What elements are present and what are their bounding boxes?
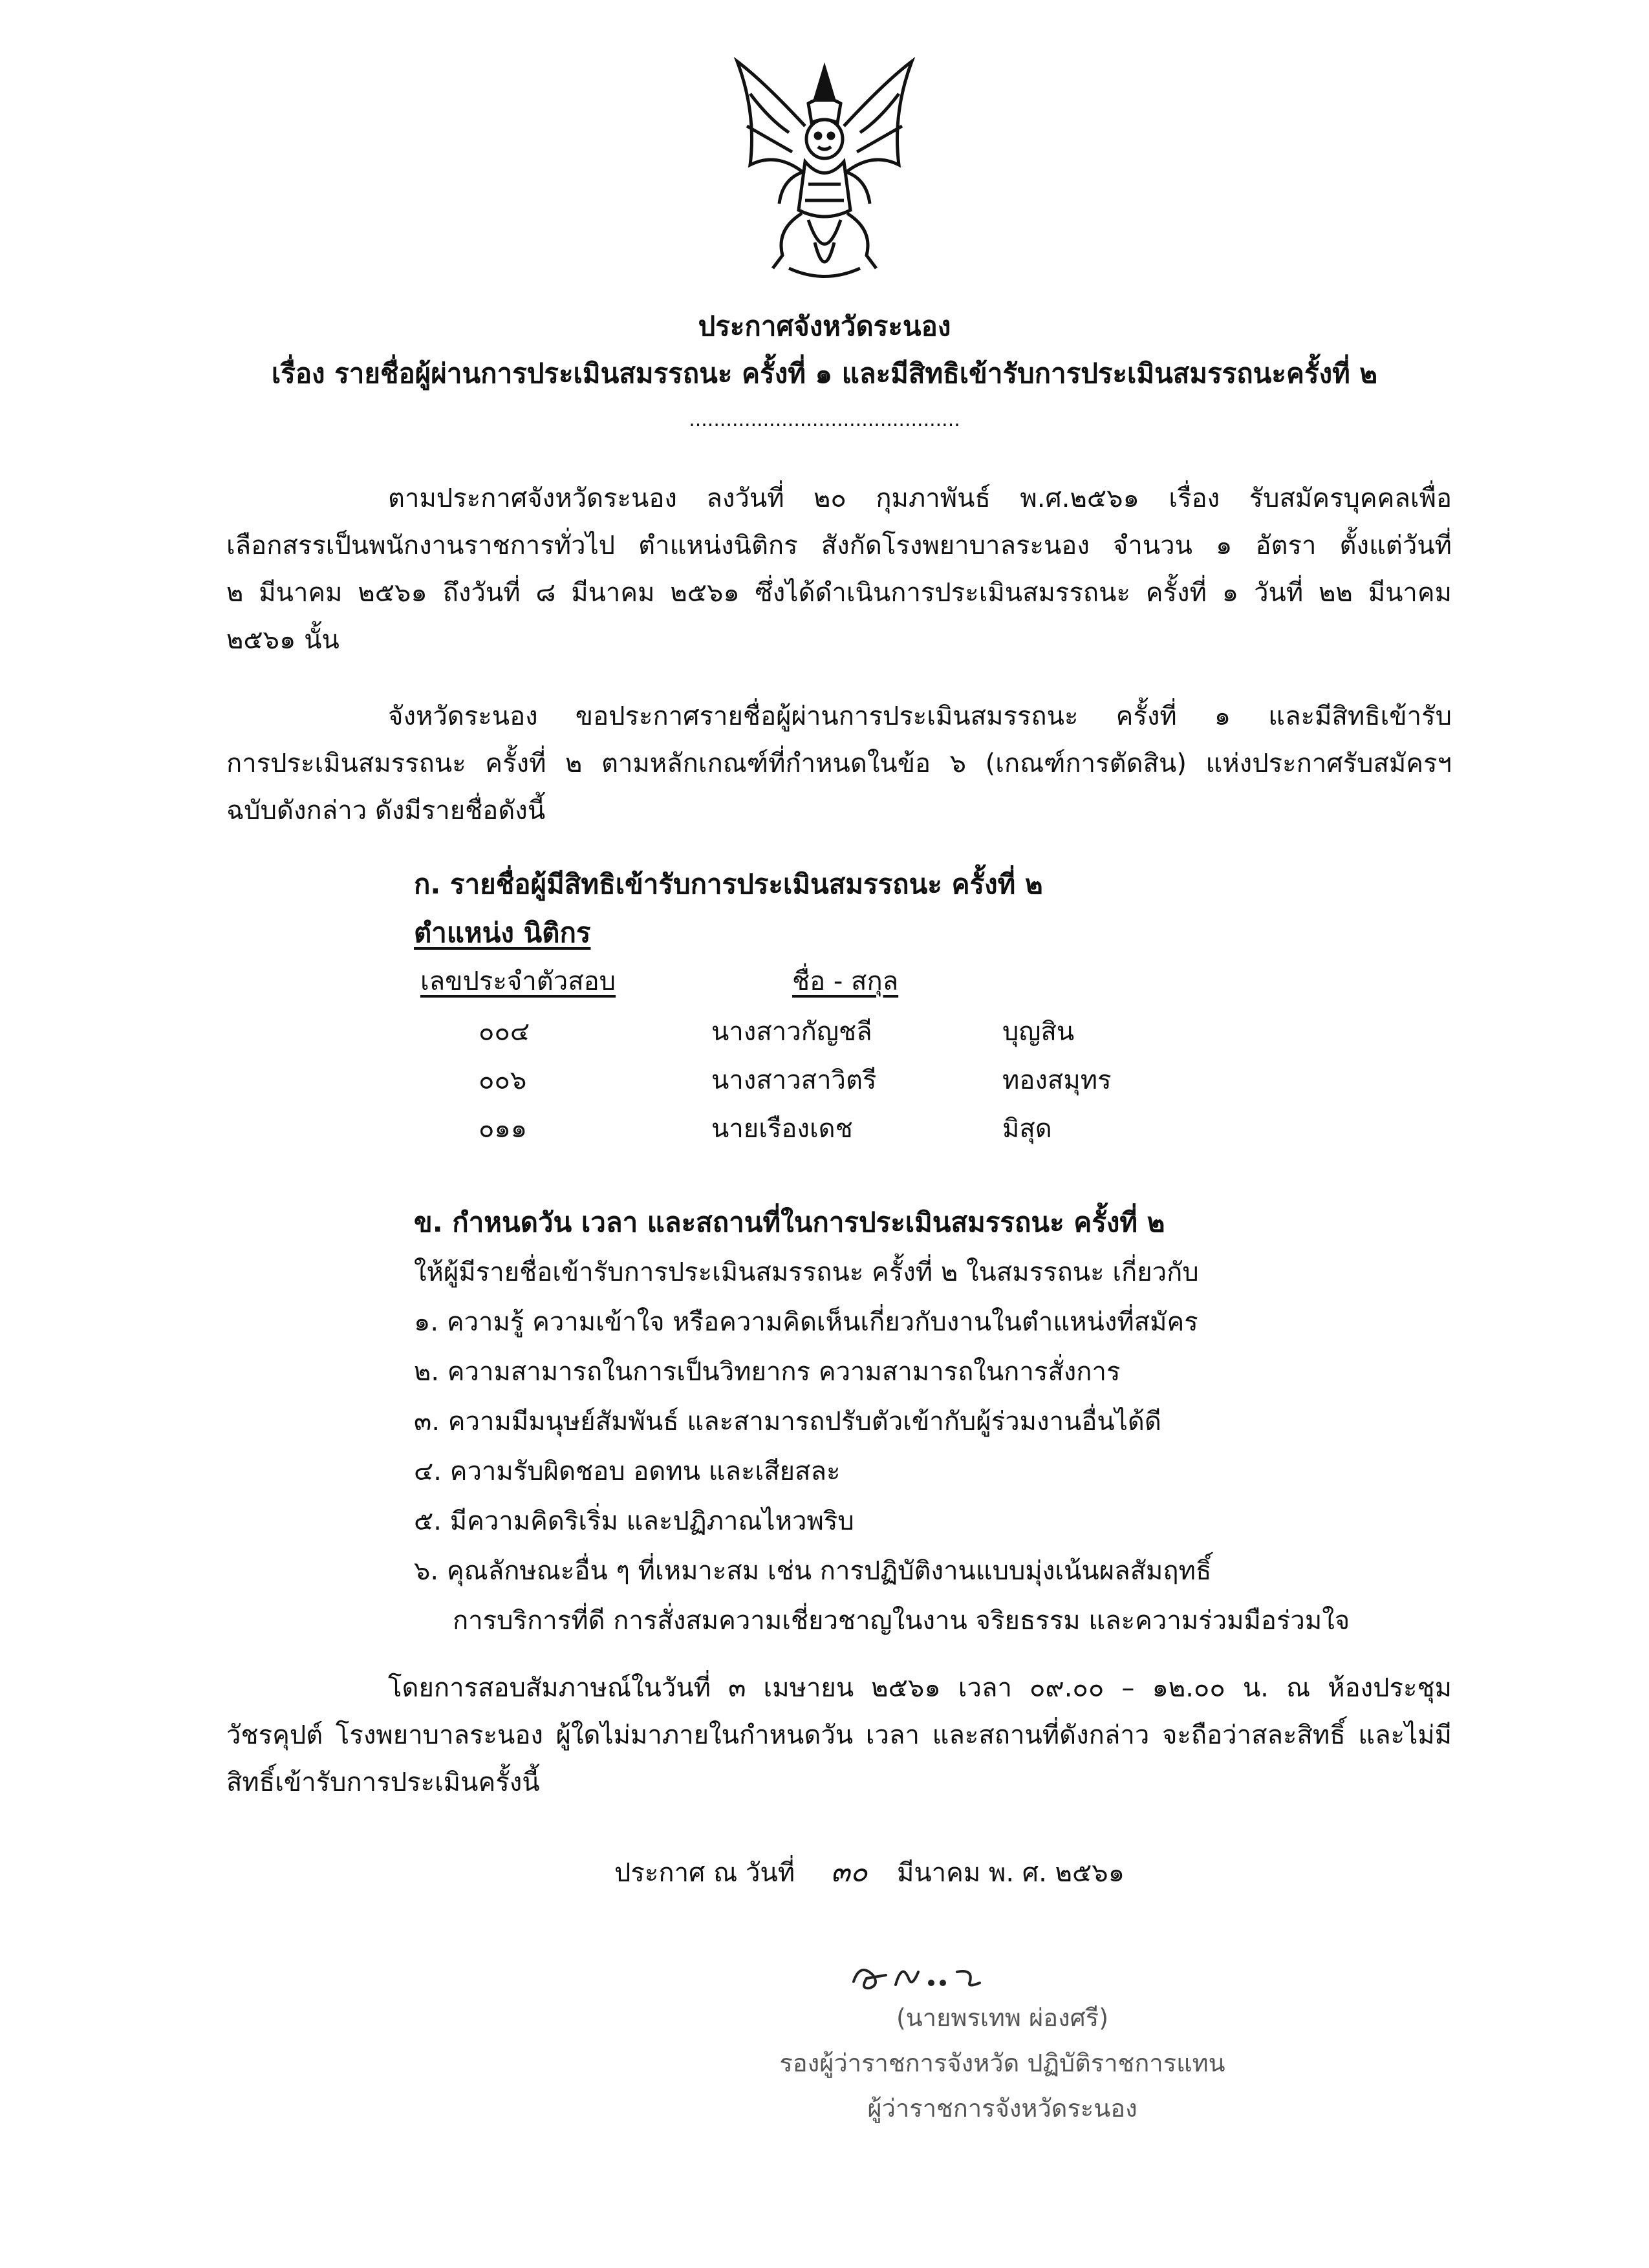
- document-title: ประกาศจังหวัดระนอง: [698, 310, 951, 342]
- paragraph-1-line-4: ๒๕๖๑ นั้น: [226, 625, 339, 655]
- table-cell-first-name: นางสาวสาวิตรี: [711, 1065, 877, 1095]
- paragraph-1: [226, 475, 1452, 664]
- garuda-emblem-icon: [711, 55, 938, 294]
- criteria-item: ๖. คุณลักษณะอื่น ๆ ที่เหมาะสม เช่น การปฏิบัติงานแบบมุ่งเน้นผลสัมฤทธิ์: [414, 1556, 1212, 1586]
- signatory-title: รองผู้ว่าราชการจังหวัด ปฏิบัติราชการแทน: [779, 2049, 1225, 2077]
- announce-day: ๓๐: [830, 1856, 868, 1888]
- paragraph-2-line-2: การประเมินสมรรถนะ ครั้งที่ ๒ ตามหลักเกณฑ์ที่กำหนดในข้อ ๖ (เกณฑ์การตัดสิน) แห่งประกาศรับสมัครฯ: [226, 749, 1452, 778]
- table-cell-id: ๐๐๖: [479, 1065, 527, 1095]
- criteria-item: ๑. ความรู้ ความเข้าใจ หรือความคิดเห็นเกี่ยวกับงานในตำแหน่งที่สมัคร: [414, 1307, 1198, 1337]
- section-a-heading: ก. รายชื่อผู้มีสิทธิเข้ารับการประเมินสมรรถนะ ครั้งที่ ๒: [414, 868, 1043, 900]
- interview-line-2: วัชรคุปต์ โรงพยาบาลระนอง ผู้ใดไม่มาภายในกำหนดวัน เวลา และสถานที่ดังกล่าว จะถือว่าสละสิทธิ์ และไม่มี: [226, 1720, 1452, 1750]
- column-header-exam-id: เลขประจำตัวสอบ: [420, 967, 616, 996]
- column-header-full-name: ชื่อ - สกุล: [792, 967, 899, 996]
- criteria-item: ๓. ความมีมนุษย์สัมพันธ์ และสามารถปรับตัวเข้ากับผู้ร่วมงานอื่นได้ดี: [414, 1407, 1161, 1437]
- paragraph-1-line-1: ตามประกาศจังหวัดระนอง ลงวันที่ ๒๐ กุมภาพันธ์ พ.ศ.๒๕๖๑ เรื่อง รับสมัครบุคคลเพื่อ: [388, 484, 1452, 513]
- criteria-item-continuation: การบริการที่ดี การสั่งสมความเชี่ยวชาญในงาน จริยธรรม และความร่วมมือร่วมใจ: [453, 1606, 1350, 1636]
- announce-date: [614, 1849, 1125, 1894]
- separator-dots: ............................................: [689, 409, 960, 431]
- document-subject: เรื่อง รายชื่อผู้ผ่านการประเมินสมรรถนะ ครั้งที่ ๑ และมีสิทธิเข้ารับการประเมินสมรรถนะครั้งที่ ๒: [271, 358, 1378, 389]
- table-cell-first-name: นายเรืองเดช: [711, 1114, 853, 1144]
- paragraph-2-line-3: ฉบับดังกล่าว ดังมีรายชื่อดังนี้: [226, 796, 546, 826]
- paragraph-1-line-3: ๒ มีนาคม ๒๕๖๑ ถึงวันที่ ๘ มีนาคม ๒๕๖๑ ซึ่งได้ดำเนินการประเมินสมรรถนะ ครั้งที่ ๑ วันที่ ๒๒ มีนาคม: [226, 578, 1452, 608]
- table-cell-last-name: ทองสมุทร: [1002, 1065, 1112, 1095]
- criteria-item: ๒. ความสามารถในการเป็นวิทยากร ความสามารถในการสั่งการ: [414, 1357, 1121, 1387]
- signature-image: [841, 1943, 1022, 2001]
- interview-line-1: โดยการสอบสัมภาษณ์ในวันที่ ๓ เมษายน ๒๕๖๑ เวลา ๐๙.๐๐ – ๑๒.๐๐ น. ณ ห้องประชุม: [388, 1673, 1452, 1703]
- section-a-position: ตำแหน่ง นิติกร: [414, 917, 591, 948]
- table-cell-last-name: มิสุด: [1002, 1114, 1052, 1144]
- criteria-item: ๔. ความรับผิดชอบ อดทน และเสียสละ: [414, 1457, 841, 1486]
- signatory-name: (นายพรเทพ ผ่องศรี): [896, 2004, 1109, 2032]
- interview-line-3: สิทธิ์เข้ารับการประเมินครั้งนี้: [226, 1768, 540, 1797]
- criteria-item: ๕. มีความคิดริเริ่ม และปฏิภาณไหวพริบ: [414, 1506, 854, 1536]
- section-b-heading: ข. กำหนดวัน เวลา และสถานที่ในการประเมินสมรรถนะ ครั้งที่ ๒: [414, 1206, 1165, 1238]
- interview-paragraph: [226, 1665, 1452, 1806]
- table-cell-id: ๐๑๑: [479, 1114, 528, 1144]
- signatory-office: ผู้ว่าราชการจังหวัดระนอง: [867, 2094, 1137, 2123]
- section-b-intro: ให้ผู้มีรายชื่อเข้ารับการประเมินสมรรถนะ ครั้งที่ ๒ ในสมรรถนะ เกี่ยวกับ: [414, 1257, 1199, 1287]
- announce-prefix: ประกาศ ณ วันที่: [614, 1858, 795, 1888]
- paragraph-2-line-1: จังหวัดระนอง ขอประกาศรายชื่อผู้ผ่านการประเมินสมรรถนะ ครั้งที่ ๑ และมีสิทธิเข้ารับ: [388, 701, 1452, 731]
- announce-month-year: มีนาคม พ. ศ. ๒๕๖๑: [896, 1858, 1125, 1888]
- paragraph-1-line-2: เลือกสรรเป็นพนักงานราชการทั่วไป ตำแหน่งนิติกร สังกัดโรงพยาบาลระนอง จำนวน ๑ อัตรา ตั้งแต่วันที่: [226, 531, 1452, 561]
- table-cell-last-name: บุญสิน: [1002, 1017, 1075, 1047]
- paragraph-2: [226, 693, 1452, 835]
- table-cell-id: ๐๐๔: [479, 1017, 530, 1047]
- table-cell-first-name: นางสาวกัญชลี: [711, 1017, 872, 1047]
